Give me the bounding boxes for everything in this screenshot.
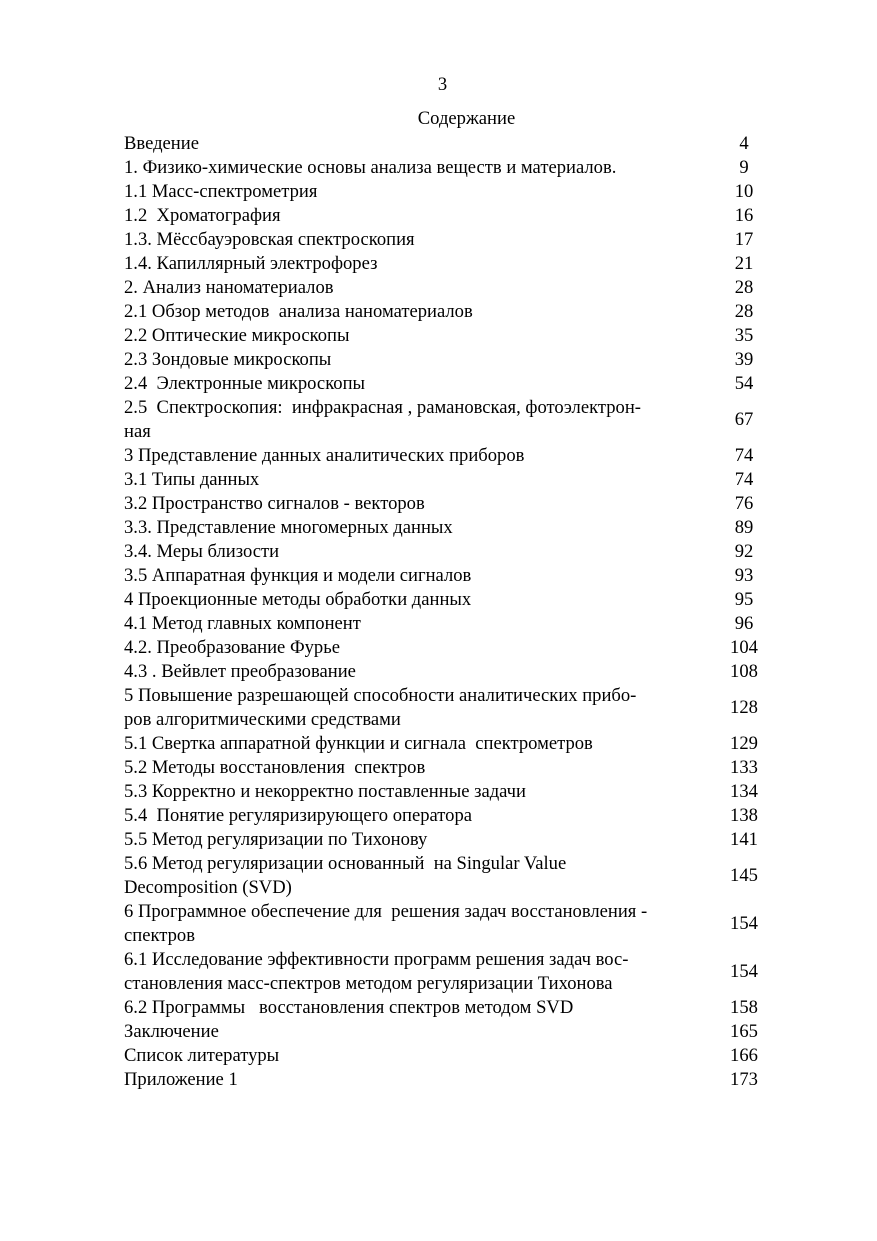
- table-of-contents: [124, 132, 776, 1092]
- toc-entry-page: 95: [734, 589, 754, 610]
- toc-entry-label: 2.4 Электронные микроскопы: [124, 373, 366, 394]
- toc-entry-page: 96: [734, 613, 754, 634]
- toc-entry-page: 4: [739, 133, 749, 154]
- toc-entry-label: Приложение 1: [124, 1069, 238, 1090]
- toc-entry-page: 39: [734, 349, 754, 370]
- toc-entry-label: 1.3. Мёссбауэровская спектроскопия: [124, 229, 415, 250]
- toc-entry-page: 129: [730, 733, 758, 754]
- toc-row: [124, 948, 776, 996]
- toc-entry-label: Заключение: [124, 1021, 219, 1042]
- toc-entry-page: 173: [730, 1069, 758, 1090]
- toc-row: [124, 180, 776, 204]
- toc-entry-label: 6.2 Программы восстановления спектров методом SVD: [124, 997, 574, 1018]
- toc-entry-page: 21: [734, 253, 754, 274]
- toc-row: [124, 660, 776, 684]
- toc-row: [124, 396, 776, 444]
- toc-row: [124, 780, 776, 804]
- toc-entry-label: 4.1 Метод главных компонент: [124, 613, 361, 634]
- toc-row: [124, 468, 776, 492]
- toc-entry-label: 2.5 Спектроскопия: инфракрасная , рамановская, фотоэлектрон- ная: [124, 397, 641, 442]
- toc-entry-page: 17: [734, 229, 754, 250]
- toc-row: [124, 492, 776, 516]
- toc-entry-page: 35: [734, 325, 754, 346]
- toc-row: [124, 444, 776, 468]
- toc-entry-label: 3 Представление данных аналитических приборов: [124, 445, 525, 466]
- toc-entry-page: 9: [739, 157, 749, 178]
- toc-row: [124, 324, 776, 348]
- toc-entry-label: 5.3 Корректно и некорректно поставленные задачи: [124, 781, 526, 802]
- toc-row: [124, 348, 776, 372]
- toc-row: [124, 900, 776, 948]
- toc-row: [124, 132, 776, 156]
- toc-row: [124, 828, 776, 852]
- toc-entry-page: 93: [734, 565, 754, 586]
- toc-entry-page: 108: [730, 661, 758, 682]
- toc-entry-page: 16: [734, 205, 754, 226]
- toc-entry-page: 128: [730, 697, 758, 718]
- toc-entry-label: 5.4 Понятие регуляризирующего оператора: [124, 805, 472, 826]
- toc-row: [124, 300, 776, 324]
- toc-entry-page: 10: [734, 181, 754, 202]
- toc-entry-page: 54: [734, 373, 754, 394]
- toc-title: Содержание: [417, 108, 516, 129]
- toc-entry-label: Введение: [124, 133, 199, 154]
- toc-entry-label: 4.2. Преобразование Фурье: [124, 637, 340, 658]
- toc-row: [124, 1020, 776, 1044]
- toc-entry-page: 89: [734, 517, 754, 538]
- toc-entry-label: 2.1 Обзор методов анализа наноматериалов: [124, 301, 473, 322]
- toc-entry-label: 1. Физико-химические основы анализа веществ и материалов.: [124, 157, 617, 178]
- page-number: 3: [437, 74, 448, 95]
- toc-entry-page: 92: [734, 541, 754, 562]
- toc-entry-page: 165: [730, 1021, 758, 1042]
- toc-entry-label: 1.4. Капиллярный электрофорез: [124, 253, 378, 274]
- toc-entry-page: 166: [730, 1045, 758, 1066]
- toc-entry-label: 4.3 . Вейвлет преобразование: [124, 661, 356, 682]
- toc-row: [124, 540, 776, 564]
- toc-entry-label: 3.4. Меры близости: [124, 541, 280, 562]
- toc-entry-page: 76: [734, 493, 754, 514]
- toc-entry-label: 1.1 Масс-спектрометрия: [124, 181, 318, 202]
- toc-entry-page: 154: [730, 913, 758, 934]
- toc-entry-page: 158: [730, 997, 758, 1018]
- toc-entry-page: 104: [730, 637, 758, 658]
- toc-entry-label: 5 Повышение разрешающей способности аналитических прибо- ров алгоритмическими средствами: [124, 685, 637, 730]
- toc-entry-label: 4 Проекционные методы обработки данных: [124, 589, 472, 610]
- toc-entry-page: 133: [730, 757, 758, 778]
- toc-row: [124, 156, 776, 180]
- toc-entry-label: 3.3. Представление многомерных данных: [124, 517, 453, 538]
- toc-entry-label: 3.1 Типы данных: [124, 469, 260, 490]
- toc-entry-page: 145: [730, 865, 758, 886]
- toc-entry-label: 1.2 Хроматография: [124, 205, 281, 226]
- toc-row: [124, 996, 776, 1020]
- toc-row: [124, 276, 776, 300]
- toc-entry-label: 3.2 Пространство сигналов - векторов: [124, 493, 425, 514]
- toc-row: [124, 636, 776, 660]
- toc-entry-page: 74: [734, 469, 754, 490]
- toc-row: [124, 852, 776, 900]
- toc-row: [124, 1044, 776, 1068]
- toc-entry-label: 5.2 Методы восстановления спектров: [124, 757, 426, 778]
- toc-entry-page: 154: [730, 961, 758, 982]
- toc-entry-page: 28: [734, 301, 754, 322]
- toc-entry-label: 5.1 Свертка аппаратной функции и сигнала спектрометров: [124, 733, 593, 754]
- toc-entry-label: 3.5 Аппаратная функция и модели сигналов: [124, 565, 472, 586]
- toc-row: [124, 564, 776, 588]
- toc-row: [124, 612, 776, 636]
- toc-entry-page: 138: [730, 805, 758, 826]
- toc-row: [124, 204, 776, 228]
- toc-row: [124, 372, 776, 396]
- toc-entry-page: 134: [730, 781, 758, 802]
- toc-entry-label: 6 Программное обеспечение для решения задач восстановления - спектров: [124, 901, 648, 946]
- toc-row: [124, 516, 776, 540]
- toc-row: [124, 804, 776, 828]
- toc-row: [124, 1068, 776, 1092]
- toc-row: [124, 756, 776, 780]
- toc-entry-page: 28: [734, 277, 754, 298]
- toc-row: [124, 588, 776, 612]
- toc-entry-label: 2. Анализ наноматериалов: [124, 277, 334, 298]
- toc-entry-label: 5.6 Метод регуляризации основанный на Singular Value Decomposition (SVD): [124, 853, 567, 898]
- toc-entry-label: Список литературы: [124, 1045, 280, 1066]
- toc-row: [124, 228, 776, 252]
- toc-entry-page: 67: [734, 409, 754, 430]
- toc-entry-label: 2.2 Оптические микроскопы: [124, 325, 350, 346]
- toc-entry-page: 74: [734, 445, 754, 466]
- toc-entry-page: 141: [730, 829, 758, 850]
- toc-entry-label: 2.3 Зондовые микроскопы: [124, 349, 332, 370]
- toc-row: [124, 732, 776, 756]
- toc-row: [124, 684, 776, 732]
- toc-row: [124, 252, 776, 276]
- toc-entry-label: 6.1 Исследование эффективности программ решения задач вос- становления масс-спектров методом регуляризации Тихонова: [124, 949, 629, 994]
- toc-entry-label: 5.5 Метод регуляризации по Тихонову: [124, 829, 428, 850]
